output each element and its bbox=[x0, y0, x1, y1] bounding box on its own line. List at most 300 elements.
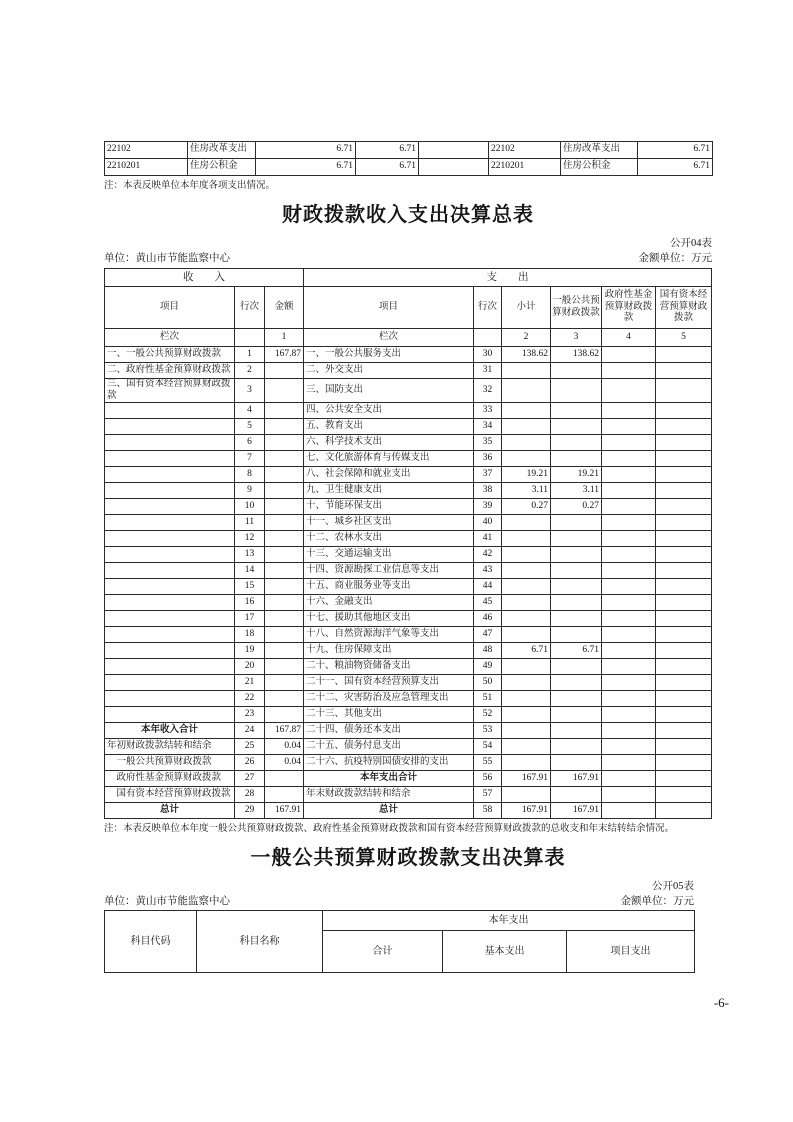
expense-item-cell: 八、社会保障和就业支出 bbox=[304, 467, 474, 483]
general-budget-cell bbox=[551, 659, 602, 675]
table-code-label: 公开04表 bbox=[670, 238, 712, 249]
income-line-no-cell: 22 bbox=[235, 691, 265, 707]
income-item-cell: 国有资本经营预算财政拨款 bbox=[105, 787, 235, 803]
gov-fund-cell bbox=[602, 499, 656, 515]
state-capital-cell bbox=[656, 675, 712, 691]
expense-subtotal-cell bbox=[502, 611, 551, 627]
expense-line-no-cell: 46 bbox=[474, 611, 502, 627]
expense-line-no-cell: 35 bbox=[474, 435, 502, 451]
income-line-no-cell: 15 bbox=[235, 579, 265, 595]
income-item-cell bbox=[105, 435, 235, 451]
expense-line-no-cell: 54 bbox=[474, 739, 502, 755]
expense-subtotal-cell bbox=[502, 363, 551, 379]
income-item-cell bbox=[105, 483, 235, 499]
income-line-no-cell: 5 bbox=[235, 419, 265, 435]
income-expense-summary-table bbox=[104, 268, 712, 819]
gov-fund-cell bbox=[602, 467, 656, 483]
expense-item-cell: 二十二、灾害防治及应急管理支出 bbox=[304, 691, 474, 707]
expense-line-no-cell: 33 bbox=[474, 403, 502, 419]
expense-item-cell: 十六、金融支出 bbox=[304, 595, 474, 611]
income-amount-cell: 167.87 bbox=[265, 723, 304, 739]
state-capital-cell bbox=[656, 579, 712, 595]
expense-subtotal-cell bbox=[502, 379, 551, 403]
income-item-cell: 三、国有资本经营预算财政拨款 bbox=[105, 379, 235, 403]
page-number: -6- bbox=[713, 995, 729, 1010]
name-cell: 住房公积金 bbox=[188, 159, 256, 176]
state-capital-cell bbox=[656, 643, 712, 659]
expense-line-no-cell: 34 bbox=[474, 419, 502, 435]
gov-fund-cell bbox=[602, 435, 656, 451]
spacer-cell bbox=[419, 159, 489, 176]
expense-item-cell: 年末财政拨款结转和结余 bbox=[304, 787, 474, 803]
column-number-1: 1 bbox=[265, 329, 304, 347]
gov-fund-cell bbox=[602, 451, 656, 467]
general-budget-cell bbox=[551, 451, 602, 467]
income-amount-cell: 167.91 bbox=[265, 803, 304, 819]
column-header-subtotal: 小计 bbox=[502, 287, 551, 329]
expense-item-cell: 三、国防支出 bbox=[304, 379, 474, 403]
summary-table-row bbox=[105, 771, 712, 787]
state-capital-cell bbox=[656, 723, 712, 739]
state-capital-cell bbox=[656, 451, 712, 467]
expense-item-cell: 五、教育支出 bbox=[304, 419, 474, 435]
budget-expense-table-title: 一般公共预算财政拨款支出决算表 bbox=[250, 847, 566, 869]
general-budget-cell: 167.91 bbox=[551, 771, 602, 787]
gov-fund-cell bbox=[602, 691, 656, 707]
gov-fund-cell bbox=[602, 787, 656, 803]
code-cell: 2210201 bbox=[489, 159, 561, 176]
column-header-subject-name: 科目名称 bbox=[197, 911, 323, 973]
state-capital-cell bbox=[656, 435, 712, 451]
state-capital-cell bbox=[656, 787, 712, 803]
expense-subtotal-cell bbox=[502, 739, 551, 755]
total-cell: 6.71 bbox=[256, 159, 356, 176]
state-capital-cell bbox=[656, 563, 712, 579]
expense-line-no-cell: 49 bbox=[474, 659, 502, 675]
expense-line-no-cell: 47 bbox=[474, 627, 502, 643]
lanci-blank bbox=[474, 329, 502, 347]
income-amount-cell bbox=[265, 379, 304, 403]
income-item-cell bbox=[105, 643, 235, 659]
column-number-2: 2 bbox=[502, 329, 551, 347]
code-cell: 22102 bbox=[105, 142, 188, 159]
expense-subtotal-cell: 6.71 bbox=[502, 643, 551, 659]
state-capital-cell bbox=[656, 707, 712, 723]
income-line-no-cell: 19 bbox=[235, 643, 265, 659]
expense-line-no-cell: 48 bbox=[474, 643, 502, 659]
gov-fund-cell bbox=[602, 531, 656, 547]
expense-item-cell: 四、公共安全支出 bbox=[304, 403, 474, 419]
income-line-no-cell: 6 bbox=[235, 435, 265, 451]
expense-item-cell: 二十五、债务付息支出 bbox=[304, 739, 474, 755]
income-group-header: 收 入 bbox=[105, 269, 304, 287]
general-budget-cell: 6.71 bbox=[551, 643, 602, 659]
expense-subtotal-cell bbox=[502, 563, 551, 579]
table-code-label: 公开05表 bbox=[652, 881, 694, 892]
expense-subtotal-cell: 167.91 bbox=[502, 803, 551, 819]
expense-line-no-cell: 37 bbox=[474, 467, 502, 483]
income-amount-cell bbox=[265, 531, 304, 547]
summary-table-row bbox=[105, 563, 712, 579]
state-capital-cell bbox=[656, 611, 712, 627]
income-item-cell bbox=[105, 595, 235, 611]
income-amount-cell bbox=[265, 675, 304, 691]
income-amount-cell bbox=[265, 611, 304, 627]
expense-line-no-cell: 32 bbox=[474, 379, 502, 403]
expense-line-no-cell: 55 bbox=[474, 755, 502, 771]
state-capital-cell bbox=[656, 691, 712, 707]
gov-fund-cell bbox=[602, 627, 656, 643]
income-line-no-cell: 2 bbox=[235, 363, 265, 379]
income-amount-cell bbox=[265, 627, 304, 643]
general-budget-cell bbox=[551, 579, 602, 595]
code-cell: 22102 bbox=[489, 142, 561, 159]
income-amount-cell bbox=[265, 707, 304, 723]
income-item-cell bbox=[105, 627, 235, 643]
expense-line-no-cell: 58 bbox=[474, 803, 502, 819]
income-line-no-cell: 8 bbox=[235, 467, 265, 483]
amount-unit-label: 金额单位：万元 bbox=[638, 253, 712, 264]
income-line-no-cell: 12 bbox=[235, 531, 265, 547]
general-budget-cell bbox=[551, 755, 602, 771]
expense-subtotal-cell bbox=[502, 531, 551, 547]
income-item-cell bbox=[105, 675, 235, 691]
expense-subtotal-cell bbox=[502, 451, 551, 467]
gov-fund-cell bbox=[602, 595, 656, 611]
expense-line-no-cell: 41 bbox=[474, 531, 502, 547]
expense-line-no-cell: 45 bbox=[474, 595, 502, 611]
state-capital-cell bbox=[656, 419, 712, 435]
income-amount-cell bbox=[265, 691, 304, 707]
income-amount-cell bbox=[265, 659, 304, 675]
income-line-no-cell: 24 bbox=[235, 723, 265, 739]
summary-table-row bbox=[105, 347, 712, 363]
summary-table-row bbox=[105, 403, 712, 419]
income-amount-cell bbox=[265, 419, 304, 435]
expense-item-cell: 十二、农林水支出 bbox=[304, 531, 474, 547]
general-budget-cell bbox=[551, 435, 602, 451]
state-capital-cell bbox=[656, 627, 712, 643]
group-header-row bbox=[105, 269, 712, 287]
expense-line-no-cell: 36 bbox=[474, 451, 502, 467]
state-capital-cell bbox=[656, 499, 712, 515]
summary-table-row bbox=[105, 499, 712, 515]
state-capital-cell bbox=[656, 771, 712, 787]
table-row bbox=[105, 159, 713, 176]
code-cell: 2210201 bbox=[105, 159, 188, 176]
income-item-cell bbox=[105, 531, 235, 547]
expense-subtotal-cell bbox=[502, 515, 551, 531]
summary-table-row bbox=[105, 611, 712, 627]
income-item-cell bbox=[105, 451, 235, 467]
expense-line-no-cell: 38 bbox=[474, 483, 502, 499]
state-capital-cell bbox=[656, 347, 712, 363]
lanci-expense-label: 栏次 bbox=[304, 329, 474, 347]
state-capital-cell bbox=[656, 755, 712, 771]
gov-fund-cell bbox=[602, 379, 656, 403]
expense-line-no-cell: 50 bbox=[474, 675, 502, 691]
expense-line-no-cell: 39 bbox=[474, 499, 502, 515]
general-budget-cell bbox=[551, 403, 602, 419]
budget-expense-section bbox=[104, 880, 694, 973]
general-budget-cell bbox=[551, 739, 602, 755]
general-budget-cell bbox=[551, 627, 602, 643]
general-budget-cell bbox=[551, 595, 602, 611]
income-item-cell bbox=[105, 419, 235, 435]
gov-fund-cell bbox=[602, 707, 656, 723]
income-line-no-cell: 9 bbox=[235, 483, 265, 499]
summary-table-row bbox=[105, 627, 712, 643]
summary-table-row bbox=[105, 515, 712, 531]
lanci-blank bbox=[235, 329, 265, 347]
expense-item-cell: 九、卫生健康支出 bbox=[304, 483, 474, 499]
summary-table-row bbox=[105, 707, 712, 723]
state-capital-cell bbox=[656, 515, 712, 531]
general-budget-cell bbox=[551, 515, 602, 531]
income-amount-cell bbox=[265, 643, 304, 659]
expense-line-no-cell: 52 bbox=[474, 707, 502, 723]
expense-line-no-cell: 30 bbox=[474, 347, 502, 363]
income-amount-cell bbox=[265, 499, 304, 515]
expense-subtotal-cell bbox=[502, 787, 551, 803]
gov-fund-cell bbox=[602, 723, 656, 739]
income-amount-cell bbox=[265, 515, 304, 531]
gov-fund-cell bbox=[602, 643, 656, 659]
table-note: 注：本表反映单位本年度各项支出情况。 bbox=[104, 181, 276, 191]
expense-subtotal-cell bbox=[502, 595, 551, 611]
gov-fund-cell bbox=[602, 347, 656, 363]
summary-table-row bbox=[105, 419, 712, 435]
unit-info-row bbox=[104, 252, 712, 265]
column-header-total: 合计 bbox=[323, 931, 443, 973]
expense-subtotal-cell bbox=[502, 627, 551, 643]
income-line-no-cell: 13 bbox=[235, 547, 265, 563]
summary-table-row bbox=[105, 739, 712, 755]
expense-line-no-cell: 56 bbox=[474, 771, 502, 787]
column-header-expense-item: 项目 bbox=[304, 287, 474, 329]
table-header-row bbox=[105, 911, 695, 931]
income-amount-cell bbox=[265, 771, 304, 787]
income-line-no-cell: 17 bbox=[235, 611, 265, 627]
general-budget-cell: 167.91 bbox=[551, 803, 602, 819]
summary-table-row bbox=[105, 659, 712, 675]
summary-table-row bbox=[105, 435, 712, 451]
income-item-cell: 一般公共预算财政拨款 bbox=[105, 755, 235, 771]
income-amount-cell bbox=[265, 787, 304, 803]
income-line-no-cell: 26 bbox=[235, 755, 265, 771]
general-budget-cell bbox=[551, 563, 602, 579]
income-line-no-cell: 7 bbox=[235, 451, 265, 467]
general-budget-cell: 0.27 bbox=[551, 499, 602, 515]
income-amount-cell bbox=[265, 595, 304, 611]
name-cell: 住房公积金 bbox=[561, 159, 638, 176]
income-amount-cell: 167.87 bbox=[265, 347, 304, 363]
org-unit-label: 单位：黄山市节能监察中心 bbox=[104, 896, 230, 907]
table-row bbox=[105, 142, 713, 159]
expense-line-no-cell: 43 bbox=[474, 563, 502, 579]
income-item-cell: 本年收入合计 bbox=[105, 723, 235, 739]
expense-item-cell: 六、科学技术支出 bbox=[304, 435, 474, 451]
amount-cell: 6.71 bbox=[638, 142, 713, 159]
expense-subtotal-cell: 0.27 bbox=[502, 499, 551, 515]
gov-fund-cell bbox=[602, 611, 656, 627]
general-budget-cell bbox=[551, 611, 602, 627]
expense-subtotal-cell: 3.11 bbox=[502, 483, 551, 499]
state-capital-cell bbox=[656, 659, 712, 675]
income-item-cell bbox=[105, 659, 235, 675]
income-line-no-cell: 4 bbox=[235, 403, 265, 419]
lanci-income-label: 栏次 bbox=[105, 329, 235, 347]
column-header-row bbox=[105, 287, 712, 329]
expense-item-cell: 十一、城乡社区支出 bbox=[304, 515, 474, 531]
summary-table-row bbox=[105, 579, 712, 595]
summary-table-title: 财政拨款收入支出决算总表 bbox=[282, 204, 534, 226]
income-item-cell bbox=[105, 499, 235, 515]
page-content bbox=[104, 141, 712, 973]
general-budget-cell bbox=[551, 419, 602, 435]
state-capital-cell bbox=[656, 483, 712, 499]
income-line-no-cell: 29 bbox=[235, 803, 265, 819]
income-amount-cell bbox=[265, 483, 304, 499]
income-item-cell bbox=[105, 515, 235, 531]
column-header-year-expense: 本年支出 bbox=[323, 911, 695, 931]
basic-expense-cell: 6.71 bbox=[356, 142, 419, 159]
expense-item-cell: 十八、自然资源海洋气象等支出 bbox=[304, 627, 474, 643]
general-budget-cell: 3.11 bbox=[551, 483, 602, 499]
income-line-no-cell: 20 bbox=[235, 659, 265, 675]
expense-item-cell: 二、外交支出 bbox=[304, 363, 474, 379]
expense-item-cell: 二十、粮油物资储备支出 bbox=[304, 659, 474, 675]
state-capital-cell bbox=[656, 467, 712, 483]
state-capital-cell bbox=[656, 595, 712, 611]
expense-item-cell: 十九、住房保障支出 bbox=[304, 643, 474, 659]
expense-line-no-cell: 40 bbox=[474, 515, 502, 531]
spacer-cell bbox=[419, 142, 489, 159]
income-amount-cell bbox=[265, 451, 304, 467]
income-item-cell bbox=[105, 467, 235, 483]
income-line-no-cell: 3 bbox=[235, 379, 265, 403]
expense-item-cell: 总计 bbox=[304, 803, 474, 819]
column-header-subject-code: 科目代码 bbox=[105, 911, 197, 973]
summary-table-row bbox=[105, 675, 712, 691]
expense-item-cell: 二十六、抗疫特别国债安排的支出 bbox=[304, 755, 474, 771]
income-amount-cell bbox=[265, 363, 304, 379]
gov-fund-cell bbox=[602, 483, 656, 499]
gov-fund-cell bbox=[602, 419, 656, 435]
summary-table-row bbox=[105, 467, 712, 483]
income-line-no-cell: 10 bbox=[235, 499, 265, 515]
general-budget-cell bbox=[551, 379, 602, 403]
gov-fund-cell bbox=[602, 659, 656, 675]
state-capital-cell bbox=[656, 379, 712, 403]
gov-fund-cell bbox=[602, 563, 656, 579]
income-line-no-cell: 23 bbox=[235, 707, 265, 723]
gov-fund-cell bbox=[602, 579, 656, 595]
expense-line-no-cell: 44 bbox=[474, 579, 502, 595]
expense-item-cell: 十四、资源勘探工业信息等支出 bbox=[304, 563, 474, 579]
expense-line-no-cell: 31 bbox=[474, 363, 502, 379]
general-budget-cell bbox=[551, 363, 602, 379]
income-amount-cell: 0.04 bbox=[265, 755, 304, 771]
income-amount-cell bbox=[265, 467, 304, 483]
income-item-cell bbox=[105, 547, 235, 563]
expense-line-no-cell: 51 bbox=[474, 691, 502, 707]
summary-table-row bbox=[105, 379, 712, 403]
expense-subtotal-cell: 19.21 bbox=[502, 467, 551, 483]
expense-subtotal-cell bbox=[502, 707, 551, 723]
income-item-cell: 政府性基金预算财政拨款 bbox=[105, 771, 235, 787]
income-item-cell bbox=[105, 691, 235, 707]
name-cell: 住房改革支出 bbox=[561, 142, 638, 159]
column-number-row bbox=[105, 329, 712, 347]
income-item-cell bbox=[105, 403, 235, 419]
income-line-no-cell: 21 bbox=[235, 675, 265, 691]
budget-expense-table-header bbox=[104, 910, 695, 973]
name-cell: 住房改革支出 bbox=[188, 142, 256, 159]
summary-table-row bbox=[105, 483, 712, 499]
expense-subtotal-cell: 138.62 bbox=[502, 347, 551, 363]
expense-subtotal-cell bbox=[502, 403, 551, 419]
expense-subtotal-cell bbox=[502, 675, 551, 691]
column-header-general-budget: 一般公共预算财政拨款 bbox=[551, 287, 602, 329]
general-budget-cell bbox=[551, 531, 602, 547]
gov-fund-cell bbox=[602, 547, 656, 563]
summary-table-row bbox=[105, 803, 712, 819]
summary-table-row bbox=[105, 755, 712, 771]
general-budget-cell bbox=[551, 675, 602, 691]
state-capital-cell bbox=[656, 739, 712, 755]
expense-item-cell: 一、一般公共服务支出 bbox=[304, 347, 474, 363]
summary-table-row bbox=[105, 643, 712, 659]
income-line-no-cell: 14 bbox=[235, 563, 265, 579]
income-item-cell: 年初财政拨款结转和结余 bbox=[105, 739, 235, 755]
income-amount-cell bbox=[265, 563, 304, 579]
general-budget-cell bbox=[551, 547, 602, 563]
income-item-cell: 一、一般公共预算财政拨款 bbox=[105, 347, 235, 363]
general-budget-cell bbox=[551, 707, 602, 723]
income-item-cell bbox=[105, 611, 235, 627]
income-amount-cell bbox=[265, 547, 304, 563]
expense-subtotal-cell bbox=[502, 723, 551, 739]
gov-fund-cell bbox=[602, 403, 656, 419]
gov-fund-cell bbox=[602, 675, 656, 691]
expense-line-no-cell: 53 bbox=[474, 723, 502, 739]
expense-item-cell: 本年支出合计 bbox=[304, 771, 474, 787]
gov-fund-cell bbox=[602, 755, 656, 771]
income-line-no-cell: 18 bbox=[235, 627, 265, 643]
state-capital-cell bbox=[656, 547, 712, 563]
income-line-no-cell: 27 bbox=[235, 771, 265, 787]
column-number-3: 3 bbox=[551, 329, 602, 347]
general-budget-cell bbox=[551, 723, 602, 739]
gov-fund-cell bbox=[602, 363, 656, 379]
expense-item-cell: 十七、援助其他地区支出 bbox=[304, 611, 474, 627]
gov-fund-cell bbox=[602, 515, 656, 531]
general-budget-cell: 19.21 bbox=[551, 467, 602, 483]
column-header-gov-fund: 政府性基金预算财政拨款 bbox=[602, 287, 656, 329]
expense-item-cell: 十五、商业服务业等支出 bbox=[304, 579, 474, 595]
column-number-4: 4 bbox=[602, 329, 656, 347]
summary-table-row bbox=[105, 691, 712, 707]
expense-group-header: 支 出 bbox=[304, 269, 712, 287]
expense-subtotal-cell bbox=[502, 419, 551, 435]
expense-subtotal-cell: 167.91 bbox=[502, 771, 551, 787]
expense-item-cell: 二十三、其他支出 bbox=[304, 707, 474, 723]
amount-unit-label: 金额单位：万元 bbox=[620, 896, 694, 907]
expense-item-cell: 二十一、国有资本经营预算支出 bbox=[304, 675, 474, 691]
income-line-no-cell: 25 bbox=[235, 739, 265, 755]
column-header-income-item: 项目 bbox=[105, 287, 235, 329]
